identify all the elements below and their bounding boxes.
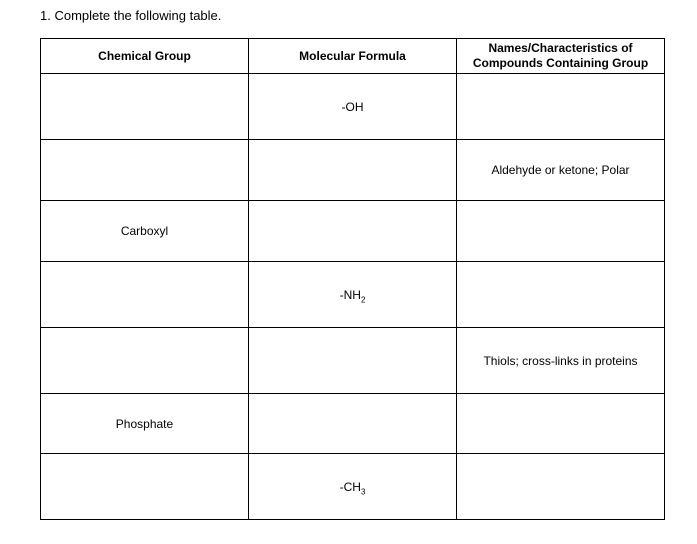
chemical-group-cell[interactable]	[41, 454, 249, 520]
header-molecular-formula: Molecular Formula	[249, 39, 457, 74]
header-names-characteristics: Names/Characteristics of Compounds Containing Group	[457, 39, 665, 74]
names-characteristics-cell[interactable]	[457, 201, 665, 262]
molecular-formula-cell[interactable]	[249, 201, 457, 262]
chemical-group-cell[interactable]	[41, 140, 249, 201]
formula-subscript: 3	[360, 486, 366, 496]
table-row	[41, 394, 665, 454]
names-characteristics-cell[interactable]	[457, 74, 665, 140]
names-characteristics-cell[interactable]: Aldehyde or ketone; Polar	[457, 140, 665, 201]
header-row	[41, 39, 665, 74]
names-characteristics-cell[interactable]: Thiols; cross-links in proteins	[457, 328, 665, 394]
names-characteristics-cell[interactable]	[457, 262, 665, 328]
names-characteristics-cell[interactable]	[457, 454, 665, 520]
molecular-formula-cell[interactable]	[249, 394, 457, 454]
formula-text: -CH	[339, 479, 361, 494]
chemical-group-cell[interactable]: Carboxyl	[41, 201, 249, 262]
table-row	[41, 201, 665, 262]
molecular-formula-cell[interactable]	[249, 74, 457, 140]
molecular-formula-cell[interactable]	[249, 140, 457, 201]
functional-groups-table	[40, 38, 665, 520]
chemical-group-cell[interactable]	[41, 262, 249, 328]
header-chemical-group: Chemical Group	[41, 39, 249, 74]
molecular-formula-cell[interactable]	[249, 262, 457, 328]
molecular-formula-cell[interactable]	[249, 454, 457, 520]
table-row	[41, 328, 665, 394]
molecular-formula-cell[interactable]	[249, 328, 457, 394]
formula-subscript: 2	[360, 294, 366, 304]
chemical-group-cell[interactable]: Phosphate	[41, 394, 249, 454]
formula-text: -OH	[341, 99, 364, 114]
question-prompt: 1. Complete the following table.	[40, 8, 222, 23]
table-row	[41, 454, 665, 520]
table-row	[41, 74, 665, 140]
names-characteristics-cell[interactable]	[457, 394, 665, 454]
table-row	[41, 140, 665, 201]
formula-text: -NH	[339, 287, 361, 302]
table-row	[41, 262, 665, 328]
chemical-group-cell[interactable]	[41, 328, 249, 394]
chemical-group-cell[interactable]	[41, 74, 249, 140]
